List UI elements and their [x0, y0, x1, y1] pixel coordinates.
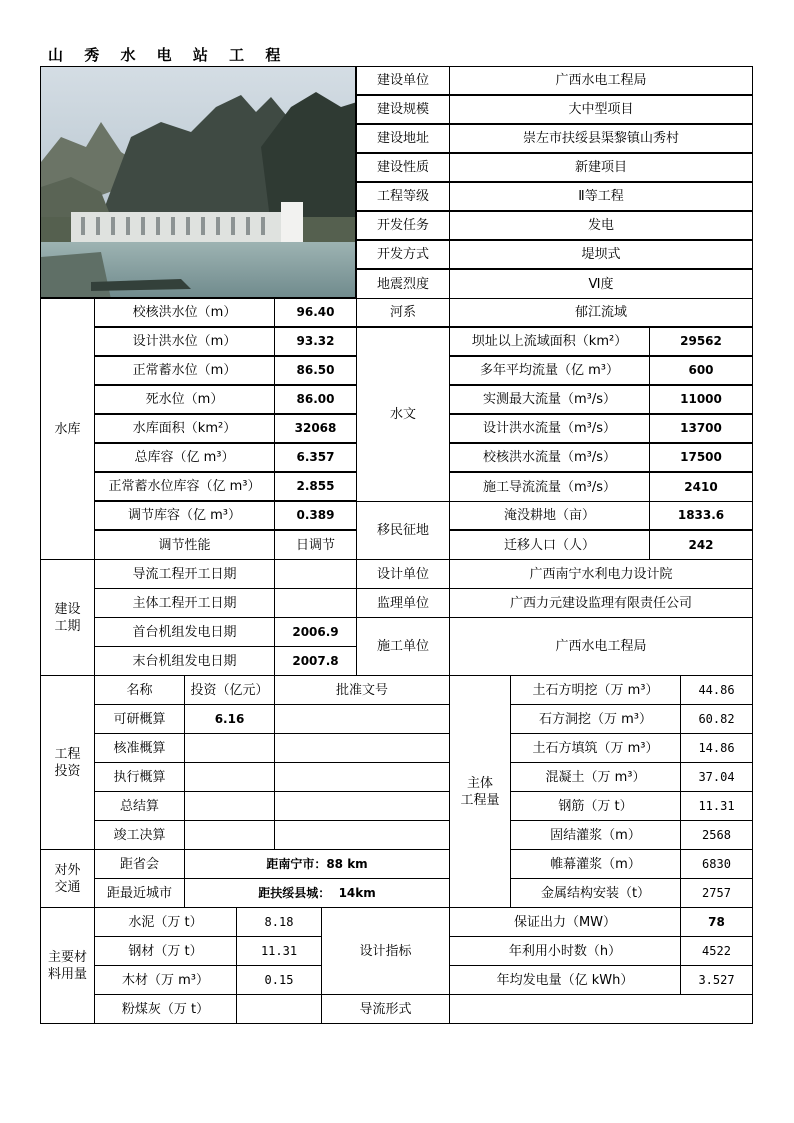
- invest-header-name: 名称: [94, 675, 185, 705]
- reservoir-label-2: 正常蓄水位（m）: [94, 356, 275, 385]
- invest-doc-2: [274, 762, 450, 792]
- info-value-1: 大中型项目: [449, 95, 753, 124]
- reservoir-label-5: 总库容（亿 m³）: [94, 443, 275, 472]
- material-label-3: 粉煤灰（万 t）: [94, 994, 237, 1024]
- info-label-5: 开发任务: [356, 211, 450, 240]
- resettle-value-1: 242: [649, 530, 753, 560]
- invest-amount-1: [184, 733, 275, 763]
- reservoir-value-8: 日调节: [274, 530, 357, 560]
- invest-name-4: 竣工决算: [94, 820, 185, 850]
- info-label-3: 建设性质: [356, 153, 450, 182]
- material-value-1: 11.31: [236, 936, 322, 966]
- unit-value-0: 广西南宁水利电力设计院: [449, 559, 753, 589]
- info-label-0: 建设单位: [356, 66, 450, 95]
- diversion-value: [449, 994, 753, 1024]
- resettle-label-0: 淹没耕地（亩）: [449, 501, 650, 530]
- quantity-label-2: 土石方填筑（万 m³）: [510, 733, 681, 763]
- unit-value-1: 广西力元建设监理有限责任公司: [449, 588, 753, 618]
- schedule-section: 建设 工期: [40, 559, 95, 676]
- hydro-value-2: 11000: [649, 385, 753, 414]
- design-label-1: 年利用小时数（h）: [449, 936, 681, 966]
- material-value-2: 0.15: [236, 965, 322, 995]
- dam-photo-image: [41, 67, 356, 298]
- design-value-1: 4522: [680, 936, 753, 966]
- unit-label-2: 施工单位: [356, 617, 450, 676]
- invest-amount-2: [184, 762, 275, 792]
- unit-label-0: 设计单位: [356, 559, 450, 589]
- reservoir-value-3: 86.00: [274, 385, 357, 414]
- info-value-0: 广西水电工程局: [449, 66, 753, 95]
- dam-photo: [40, 66, 356, 298]
- schedule-label-2: 首台机组发电日期: [94, 617, 275, 647]
- invest-section: 工程 投资: [40, 675, 95, 850]
- reservoir-label-8: 调节性能: [94, 530, 275, 560]
- quantity-label-6: 帷幕灌浆（m）: [510, 849, 681, 879]
- hydro-value-0: 29562: [649, 327, 753, 356]
- quantity-value-4: 11.31: [680, 791, 753, 821]
- invest-amount-0: 6.16: [184, 704, 275, 734]
- hydro-label-4: 校核洪水流量（m³/s）: [449, 443, 650, 472]
- traffic-label-0: 距省会: [94, 849, 185, 879]
- quantity-value-6: 6830: [680, 849, 753, 879]
- hydro-value-3: 13700: [649, 414, 753, 443]
- reservoir-label-4: 水库面积（km²）: [94, 414, 275, 443]
- quantity-value-7: 2757: [680, 878, 753, 908]
- hydro-label-1: 多年平均流量（亿 m³）: [449, 356, 650, 385]
- info-value-7: Ⅵ度: [449, 269, 753, 299]
- invest-header-doc: 批准文号: [274, 675, 450, 705]
- material-label-0: 水泥（万 t）: [94, 907, 237, 937]
- schedule-label-0: 导流工程开工日期: [94, 559, 275, 589]
- unit-value-2: 广西水电工程局: [449, 617, 753, 676]
- quantity-value-5: 2568: [680, 820, 753, 850]
- invest-doc-3: [274, 791, 450, 821]
- quantity-label-1: 石方洞挖（万 m³）: [510, 704, 681, 734]
- schedule-value-1: [274, 588, 357, 618]
- material-label-1: 钢材（万 t）: [94, 936, 237, 966]
- river-label: 河系: [356, 298, 450, 327]
- resettle-section: 移民征地: [356, 501, 450, 560]
- traffic-section: 对外 交通: [40, 849, 95, 908]
- traffic-value-0: 距南宁市：88 km: [184, 849, 450, 879]
- quantity-value-1: 60.82: [680, 704, 753, 734]
- reservoir-value-4: 32068: [274, 414, 357, 443]
- unit-label-1: 监理单位: [356, 588, 450, 618]
- reservoir-label-3: 死水位（m）: [94, 385, 275, 414]
- schedule-label-1: 主体工程开工日期: [94, 588, 275, 618]
- hydro-section: 水文: [356, 327, 450, 502]
- quantities-section: 主体 工程量: [449, 675, 511, 908]
- info-value-4: Ⅱ等工程: [449, 182, 753, 211]
- material-value-0: 8.18: [236, 907, 322, 937]
- schedule-value-3: 2007.8: [274, 646, 357, 676]
- reservoir-label-1: 设计洪水位（m）: [94, 327, 275, 356]
- hydro-label-5: 施工导流流量（m³/s）: [449, 472, 650, 502]
- page-title: 山 秀 水 电 站 工 程: [48, 46, 289, 64]
- info-label-2: 建设地址: [356, 124, 450, 153]
- quantity-value-0: 44.86: [680, 675, 753, 705]
- schedule-value-2: 2006.9: [274, 617, 357, 647]
- invest-amount-4: [184, 820, 275, 850]
- traffic-label-1: 距最近城市: [94, 878, 185, 908]
- diversion-label: 导流形式: [321, 994, 450, 1024]
- materials-section: 主要材 料用量: [40, 907, 95, 1024]
- reservoir-section: 水库: [40, 298, 95, 560]
- invest-name-2: 执行概算: [94, 762, 185, 792]
- hydro-value-4: 17500: [649, 443, 753, 472]
- reservoir-label-7: 调节库容（亿 m³）: [94, 501, 275, 530]
- invest-name-0: 可研概算: [94, 704, 185, 734]
- invest-doc-4: [274, 820, 450, 850]
- design-value-2: 3.527: [680, 965, 753, 995]
- resettle-label-1: 迁移人口（人）: [449, 530, 650, 560]
- info-label-1: 建设规模: [356, 95, 450, 124]
- quantity-label-0: 土石方明挖（万 m³）: [510, 675, 681, 705]
- resettle-value-0: 1833.6: [649, 501, 753, 530]
- invest-amount-3: [184, 791, 275, 821]
- invest-name-3: 总结算: [94, 791, 185, 821]
- quantity-label-7: 金属结构安装（t）: [510, 878, 681, 908]
- invest-doc-0: [274, 704, 450, 734]
- schedule-value-0: [274, 559, 357, 589]
- info-value-2: 崇左市扶绥县渠黎镇山秀村: [449, 124, 753, 153]
- design-label-0: 保证出力（MW）: [449, 907, 681, 937]
- info-label-6: 开发方式: [356, 240, 450, 269]
- info-value-6: 堤坝式: [449, 240, 753, 269]
- invest-name-1: 核准概算: [94, 733, 185, 763]
- hydro-value-1: 600: [649, 356, 753, 385]
- quantity-value-2: 14.86: [680, 733, 753, 763]
- info-value-3: 新建项目: [449, 153, 753, 182]
- reservoir-value-1: 93.32: [274, 327, 357, 356]
- material-value-3: [236, 994, 322, 1024]
- design-value-0: 78: [680, 907, 753, 937]
- material-label-2: 木材（万 m³）: [94, 965, 237, 995]
- invest-doc-1: [274, 733, 450, 763]
- reservoir-value-2: 86.50: [274, 356, 357, 385]
- quantity-label-4: 钢筋（万 t）: [510, 791, 681, 821]
- schedule-label-3: 末台机组发电日期: [94, 646, 275, 676]
- design-section: 设计指标: [321, 907, 450, 995]
- hydro-label-2: 实测最大流量（m³/s）: [449, 385, 650, 414]
- invest-header-amount: 投资（亿元）: [184, 675, 275, 705]
- reservoir-value-7: 0.389: [274, 501, 357, 530]
- hydro-value-5: 2410: [649, 472, 753, 502]
- hydro-label-0: 坝址以上流域面积（km²）: [449, 327, 650, 356]
- info-label-7: 地震烈度: [356, 269, 450, 299]
- design-label-2: 年均发电量（亿 kWh）: [449, 965, 681, 995]
- quantity-value-3: 37.04: [680, 762, 753, 792]
- reservoir-label-0: 校核洪水位（m）: [94, 298, 275, 327]
- info-label-4: 工程等级: [356, 182, 450, 211]
- quantity-label-5: 固结灌浆（m）: [510, 820, 681, 850]
- reservoir-label-6: 正常蓄水位库容（亿 m³）: [94, 472, 275, 501]
- river-value: 郁江流域: [449, 298, 753, 327]
- info-value-5: 发电: [449, 211, 753, 240]
- traffic-value-1: 距扶绥县城： 14km: [184, 878, 450, 908]
- reservoir-value-0: 96.40: [274, 298, 357, 327]
- quantity-label-3: 混凝土（万 m³）: [510, 762, 681, 792]
- reservoir-value-5: 6.357: [274, 443, 357, 472]
- hydro-label-3: 设计洪水流量（m³/s）: [449, 414, 650, 443]
- reservoir-value-6: 2.855: [274, 472, 357, 501]
